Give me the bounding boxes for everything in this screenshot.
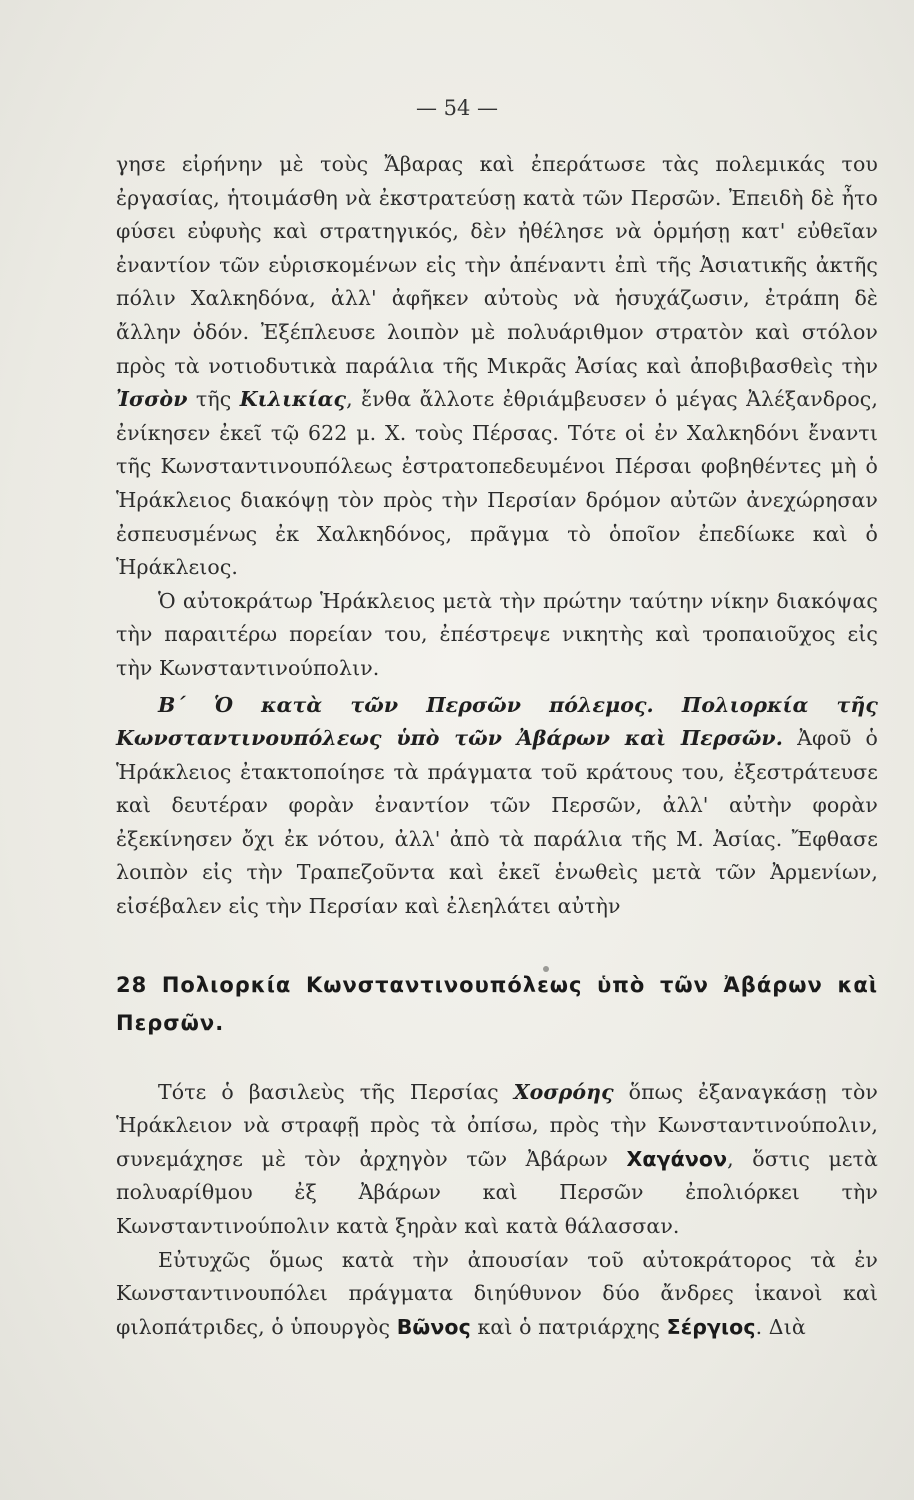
paragraph-3-text: Ἀφοῦ ὁ Ἡράκλειος ἐτακτοποίησε τὰ πράγματα τοῦ κράτους του, ἐξεστράτευσε καὶ δευτέραν φορὰν ἐναντίον τῶν Περσῶν, ἀλλ' αὐτὴν φορὰν ἐξεκίνησεν ὄχι ἐκ νότου, ἀλλ' ἀπὸ τὰ παράλια τῆς Μ. Ἀσίας. Ἔφθασε λοιπὸν εἰς τὴν Τραπεζοῦντα καὶ ἐκεῖ ἑνωθεὶς μετὰ τῶν Ἀρμενίων, εἰσέβαλεν εἰς τὴν Περσίαν καὶ ἐλεηλάτει αὐτὴν: [116, 726, 878, 919]
paragraph-3: [116, 689, 878, 924]
paragraph-4-c: , ὅστις μετὰ πολυαρίθμου ἐξ Ἀβάρων καὶ Περσῶν ἐπολιόρκει τὴν Κωνσταντινούπολιν κατὰ ξηρὰν καὶ κατὰ θάλασσαν.: [116, 1146, 878, 1239]
name-khosrow: Χοσρόης: [513, 1079, 614, 1104]
place-kilikia: Κιλικίας: [239, 387, 347, 412]
name-khagan: Χαγάνον: [626, 1146, 728, 1171]
paragraph-5-a: Εὐτυχῶς ὅμως κατὰ τὴν ἀπουσίαν τοῦ αὐτοκράτορος τὰ ἐν Κωνσταντινουπόλει πράγματα διηύθυνον δύο ἄνδρες ἱκανοὶ καὶ φιλοπάτριδες, ὁ ὑπουργὸς: [116, 1247, 878, 1339]
paragraph-5-b: καὶ ὁ πατριάρχης: [470, 1314, 667, 1339]
paragraph-4: [116, 1076, 878, 1244]
paragraph-5: [116, 1244, 878, 1345]
paragraph-1-text: γησε εἰρήνην μὲ τοὺς Ἄβαρας καὶ ἐπεράτωσε τὰς πολεμικάς του ἐργασίας, ἡτοιμάσθη νὰ ἐκστρατεύσῃ κατὰ τῶν Περσῶν. Ἐπειδὴ δὲ ἦτο φύσει εὐφυὴς καὶ στρατηγικός, δὲν ἠθέλησε νὰ ὁρμήσῃ κατ' εὐθεῖαν ἐναντίον τῶν εὑρισκομένων εἰς τὴν ἀπέναντι ἐπὶ τῆς Ἀσιατικῆς ἀκτῆς πόλιν Χαλκηδόνα, ἀλλ' ἀφῆκεν αὐτοὺς νὰ ἡσυχάζωσιν, ἐτράπη δὲ ἄλλην ὁδόν. Ἐξέπλευσε λοιπὸν μὲ πολυάριθμον στρατὸν καὶ στόλον πρὸς τὰ νοτιοδυτικὰ παράλια τῆς Μικρᾶς Ἀσίας καὶ ἀποβιβασθεὶς τὴν: [116, 152, 878, 378]
page-number: — 54 —: [415, 96, 499, 120]
paragraph-2: Ὁ αὐτοκράτωρ Ἡράκλειος μετὰ τὴν πρώτην ταύτην νίκην διακόψας τὴν παραιτέρω πορείαν του, ἐπέστρεψε νικητὴς καὶ τροπαιοῦχος εἰς τὴν Κωνσταντινούπολιν.: [116, 588, 878, 680]
paragraph-4-a: Τότε ὁ βασιλεὺς τῆς Περσίας: [158, 1079, 514, 1104]
section-spacer: [116, 1042, 878, 1076]
subsection-heading: Β΄ Ὁ κατὰ τῶν Περσῶν πόλεμος. Πολιορκία τῆς Κωνσταντινουπόλεως ὑπὸ τῶν Ἀβάρων καὶ Περσῶν.: [116, 692, 878, 751]
paragraph-4-b: ὅπως ἐξαναγκάσῃ τὸν Ἡράκλειον νὰ στραφῇ πρὸς τὰ ὀπίσω, πρὸς τὴν Κωνσταντινούπολιν, συνεμάχησε μὲ τὸν ἀρχηγὸν τῶν Ἀβάρων: [116, 1079, 878, 1171]
paragraph-1-mid: τῆς: [187, 387, 240, 412]
name-sergios: Σέργιος: [666, 1314, 756, 1339]
section-heading: 28 Πολιορκία Κωνσταντινουπόλεως ὑπὸ τῶν Ἀβάρων καὶ Περσῶν.: [116, 972, 878, 1035]
paragraph-1-tail: , ἔνθα ἄλλοτε ἐθριάμβευσεν ὁ μέγας Ἀλέξανδρος, ἐνίκησεν ἐκεῖ τῷ 622 μ. Χ. τοὺς Πέρσας. Τότε οἱ ἐν Χαλκηδόνι ἔναντι τῆς Κωνσταντινουπόλεως ἐστρατοπεδευμένοι Πέρσαι φοβηθέντες μὴ ὁ Ἡράκλειος διακόψῃ τὸν πρὸς τὴν Περσίαν δρόμον αὐτῶν ἀνεχώρησαν ἐσπευσμένως ἐκ Χαλκηδόνος, πρᾶγμα τὸ ὁποῖον ἐπεδίωκε καὶ ὁ Ἡράκλειος.: [116, 387, 878, 580]
body-text: [116, 148, 878, 1344]
paragraph-5-c: . Διὰ: [755, 1314, 806, 1339]
name-bonos: Βῶνος: [396, 1314, 471, 1339]
paragraph-1: [116, 148, 878, 585]
place-issos: Ἰσσὸν: [116, 387, 188, 412]
ink-dot: [543, 966, 549, 972]
